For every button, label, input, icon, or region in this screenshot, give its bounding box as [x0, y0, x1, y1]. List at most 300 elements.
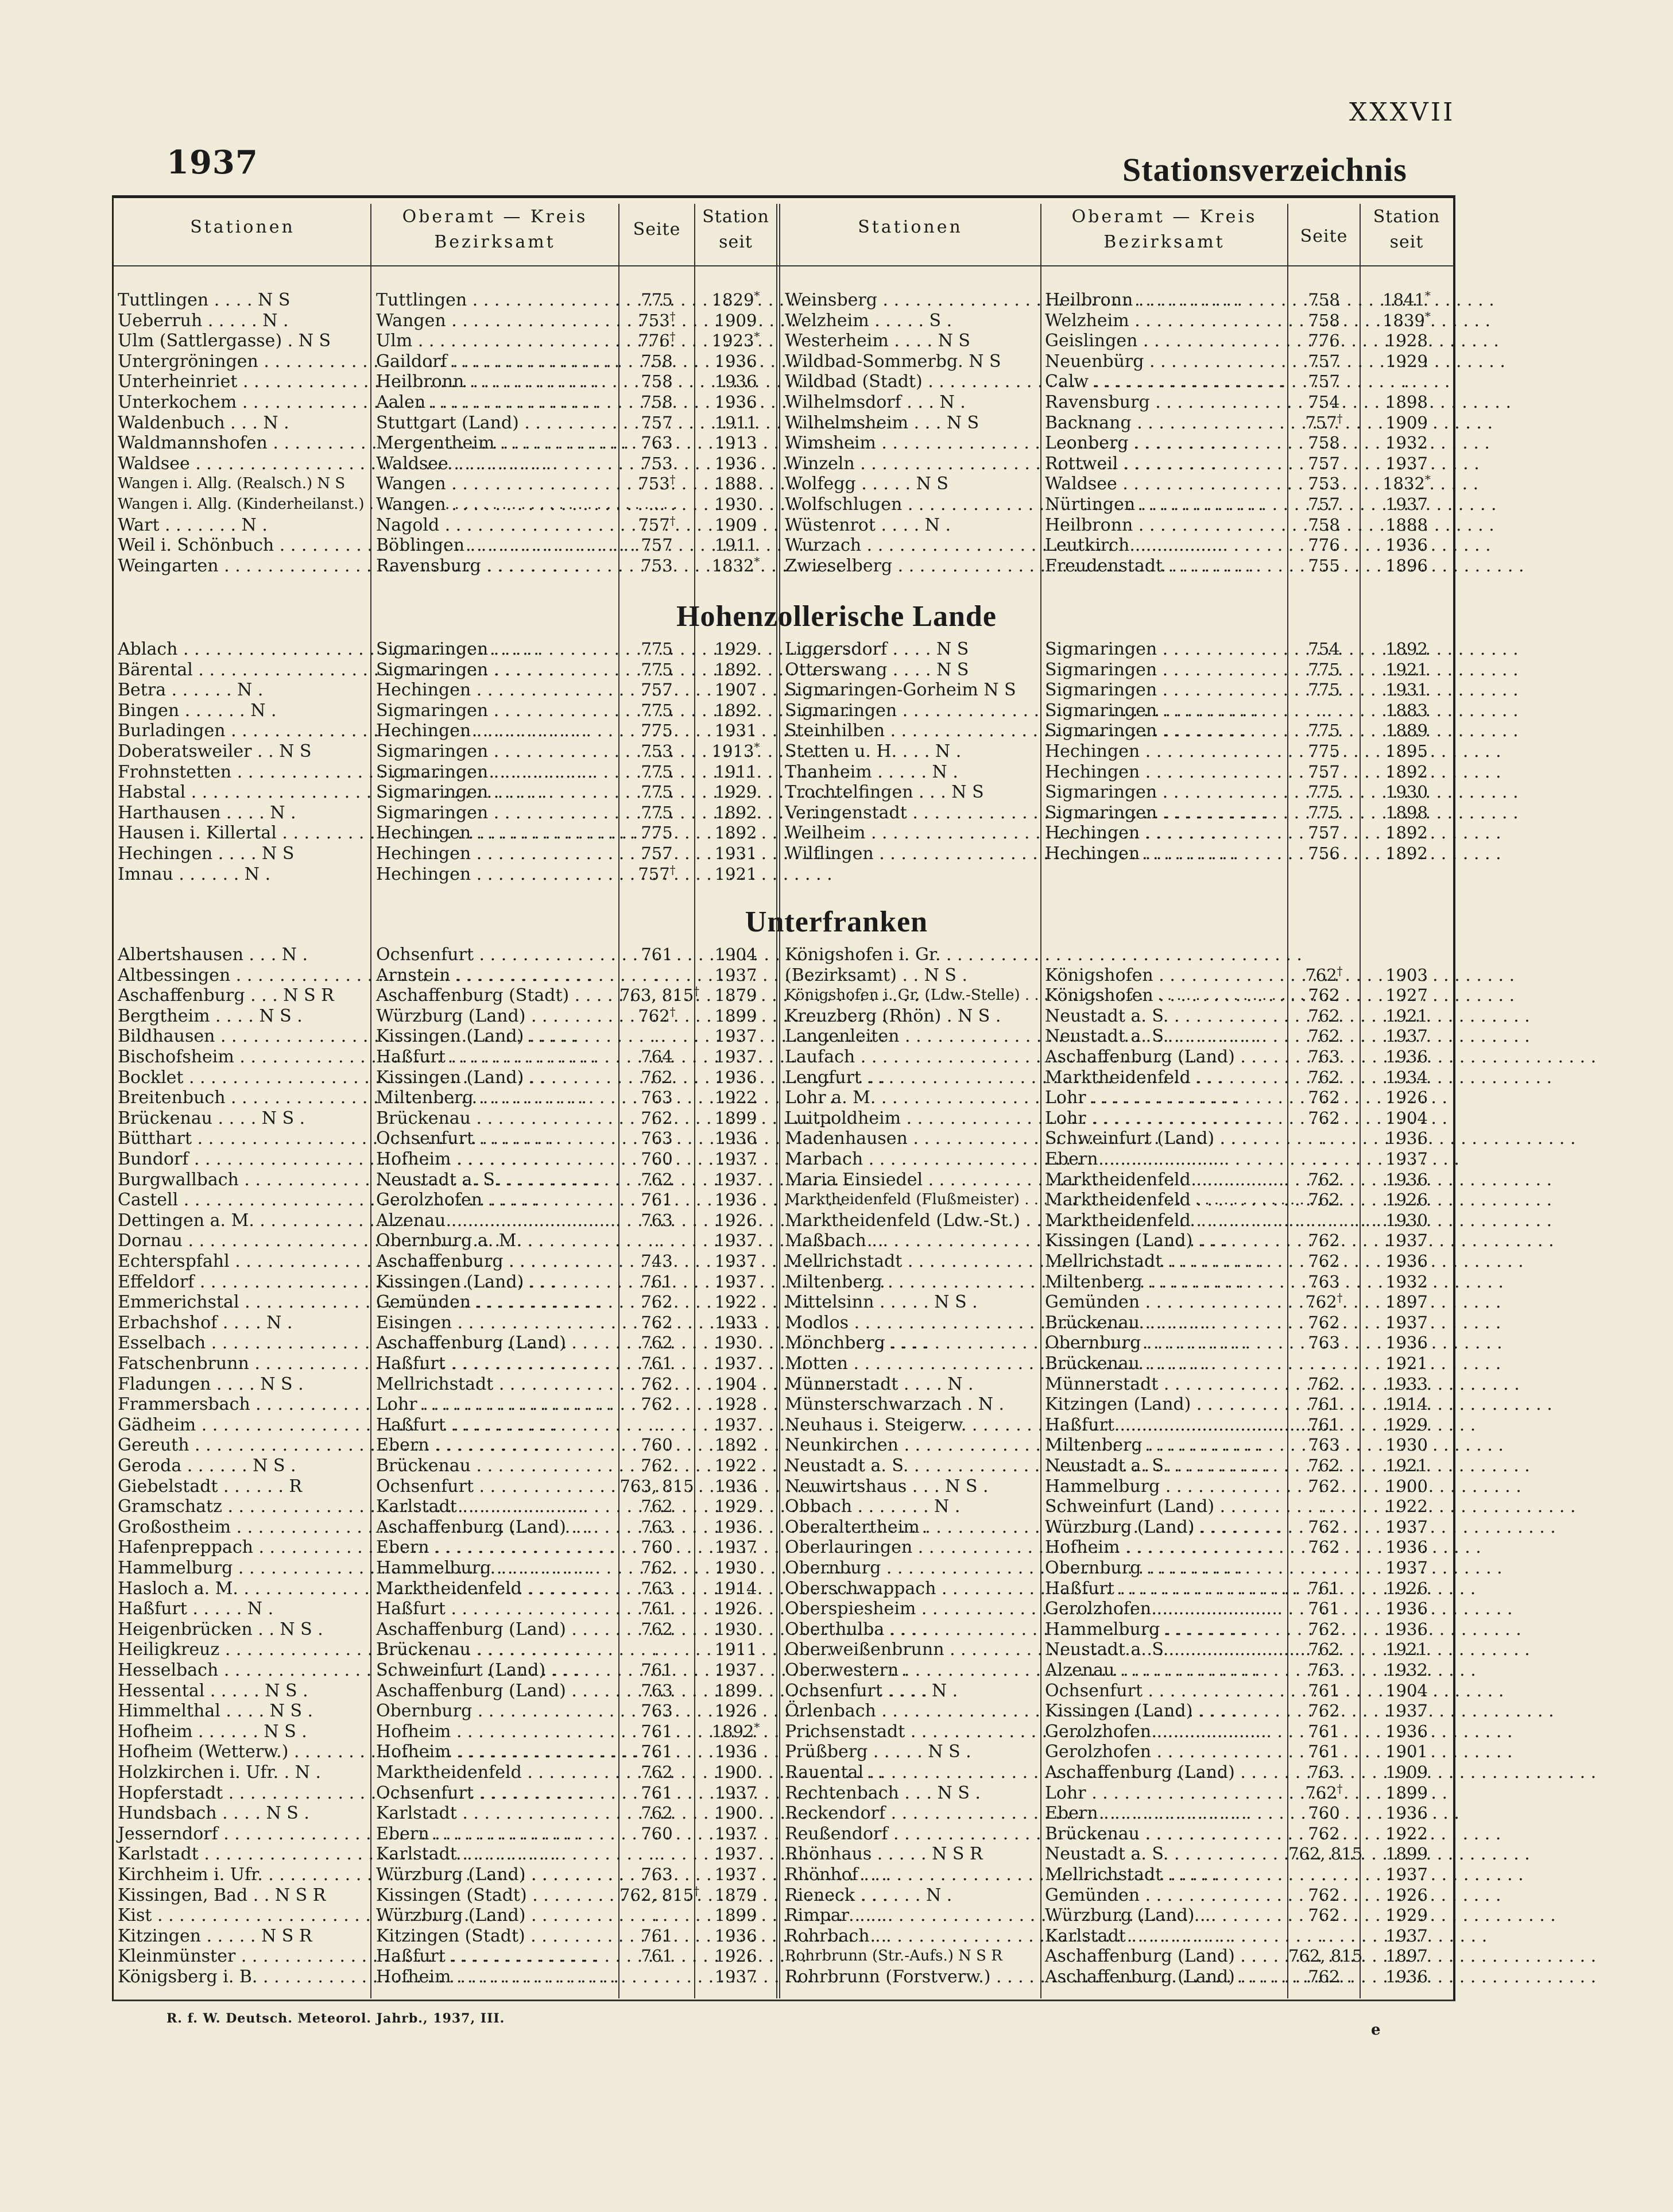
district-name: Marktheidenfeld . . . — [1045, 1211, 1286, 1231]
district-name: Brückenau . . . — [1045, 1824, 1286, 1844]
station-name: Miltenberg . . . — [785, 1272, 1037, 1292]
district-name: Aschaffenburg (Land) . . . — [1045, 1762, 1286, 1782]
station-since: 1930 — [714, 494, 757, 514]
district-name: Wangen . . . — [376, 494, 617, 515]
page-number: 762 — [1308, 1967, 1340, 1986]
table-row — [0, 965, 1673, 985]
district-name: Sigmaringen . . . — [1045, 701, 1286, 721]
station-name: Echterspfahl . . . — [118, 1251, 367, 1271]
station-since: 1899 — [714, 1681, 757, 1700]
page-number: 757 — [641, 680, 673, 699]
page-number: . — [654, 1231, 660, 1250]
page-number: 762† — [638, 1004, 676, 1026]
page-number: 762† — [1305, 1781, 1343, 1803]
page-number: 763 — [641, 1088, 673, 1107]
page-number: 762 — [1308, 1537, 1340, 1557]
table-row — [0, 1047, 1673, 1067]
station-since: 1932 — [1385, 1660, 1428, 1680]
page-numeral: XXXVII — [1349, 98, 1455, 127]
station-since: 1892 — [714, 701, 757, 720]
district-name: Hechingen . . . — [1045, 741, 1286, 761]
station-since: 1926 — [1385, 1885, 1428, 1905]
table-row — [0, 945, 1673, 965]
station-name: Otterswang . . . . N S — [785, 660, 969, 680]
station-since: 1936 — [1385, 1333, 1428, 1352]
district-name: Waldsee . . . — [376, 454, 617, 474]
station-since: 1926 — [1385, 1088, 1428, 1107]
table-row — [0, 762, 1673, 782]
page-number: 761 — [641, 945, 673, 964]
station-since: 1937 — [714, 1251, 757, 1271]
page-number: 761 — [1308, 1415, 1340, 1434]
page-number: 757 — [1308, 494, 1340, 514]
station-since: 1921 — [714, 864, 757, 884]
station-since: 1928 — [714, 1394, 757, 1414]
district-name: Brückenau . . . — [376, 1639, 617, 1660]
station-name: Hechingen . . . . N S — [118, 844, 295, 864]
station-name: Mittelsinn . . . . . N S . — [785, 1292, 978, 1312]
col-header-district-sub: Bezirksamt — [1103, 232, 1225, 252]
station-since: 1909 — [714, 311, 757, 330]
district-name: Leonberg . . . — [1045, 433, 1286, 453]
district-name: Miltenberg . . . — [376, 1088, 617, 1108]
station-name: Winzeln . . . — [785, 454, 1037, 474]
page-number: 762 — [641, 1394, 673, 1414]
station-since: 1937 — [1385, 1558, 1428, 1577]
station-since: 1832* — [711, 554, 760, 575]
station-since: 1926 — [714, 1701, 757, 1720]
table-row — [0, 1231, 1673, 1251]
station-since: 1937 — [714, 1415, 757, 1434]
district-name: Aschaffenburg (Land) . . . — [1045, 1047, 1286, 1067]
page-number: 758 — [1308, 433, 1340, 453]
table-row — [0, 1374, 1673, 1394]
station-since: 1930 — [714, 1558, 757, 1577]
station-name: Rauental . . . — [785, 1762, 1037, 1782]
station-name: Neunkirchen . . . — [785, 1435, 1037, 1455]
district-name: Freudenstadt . . . — [1045, 556, 1286, 576]
station-name: Waldmannshofen . . . — [118, 433, 367, 453]
station-since: 1898 — [1385, 392, 1428, 412]
station-name: Wolfschlugen . . . — [785, 494, 1037, 515]
district-name: Eisingen . . . — [376, 1313, 617, 1333]
page-number: . — [1321, 1149, 1327, 1169]
station-since: 1936 — [714, 1190, 757, 1209]
station-since: 1933 — [714, 1313, 757, 1332]
station-name: Veringenstadt . . . — [785, 803, 1037, 823]
station-since: 1936 — [1385, 1251, 1428, 1271]
station-name: Oberwestern . . . — [785, 1660, 1037, 1680]
district-name: Sigmaringen . . . — [376, 741, 617, 761]
station-since: 1932 — [1385, 433, 1428, 453]
table-row — [0, 1456, 1673, 1476]
table-row — [0, 1905, 1673, 1925]
page-number: 762 — [1308, 1374, 1340, 1394]
page-number: 762 — [1308, 1456, 1340, 1475]
station-since: 1911 — [714, 1639, 757, 1659]
station-name: Motten . . . — [785, 1354, 1037, 1374]
station-since: 1892 — [714, 803, 757, 822]
station-since: 1897 — [1385, 1946, 1428, 1966]
station-since: 1937 — [1385, 1865, 1428, 1884]
page-number: 775 — [641, 803, 673, 822]
col-header-district-sub: Bezirksamt — [434, 232, 556, 252]
station-name: Marbach . . . — [785, 1149, 1037, 1169]
table-row — [0, 1272, 1673, 1292]
table-row — [0, 1803, 1673, 1823]
station-name: Oberlauringen . . . — [785, 1537, 1037, 1557]
table-row — [0, 1824, 1673, 1844]
page-number: . — [654, 1639, 660, 1659]
station-since: 1930 — [714, 1333, 757, 1352]
table-row — [0, 1742, 1673, 1762]
station-since: 1914 — [1385, 1394, 1428, 1414]
station-name: Weil i. Schönbuch . . . — [118, 535, 367, 555]
table-row — [0, 1558, 1673, 1578]
page-number: 762 — [641, 1068, 673, 1087]
station-name: Trochtelfingen . . . N S — [785, 782, 984, 802]
district-name: Mellrichstadt . . . — [1045, 1865, 1286, 1885]
station-since: 1889 — [1385, 721, 1428, 740]
district-name: Ravensburg . . . — [376, 556, 617, 576]
page-number: 762, 815† — [619, 1884, 700, 1905]
station-name: Breitenbuch . . . — [118, 1088, 367, 1108]
station-name: (Bezirksamt) . . N S . — [785, 965, 968, 985]
station-since: 1892 — [1385, 823, 1428, 842]
table-row — [0, 1476, 1673, 1496]
station-name: Rohrbrunn (Str.-Aufs.) N S R — [785, 1947, 1002, 1964]
district-name: Ochsenfurt . . . — [376, 1128, 617, 1148]
page-number: 762† — [1305, 964, 1343, 985]
station-name: Modlos . . . — [785, 1313, 1037, 1333]
col-header-page: Seite — [633, 219, 681, 239]
table-row — [0, 372, 1673, 392]
table-row — [0, 1762, 1673, 1782]
station-name: Ablach . . . — [118, 639, 367, 659]
page-number: 762 — [641, 1292, 673, 1312]
table-row — [0, 1128, 1673, 1148]
station-since: 1936 — [1385, 1537, 1428, 1557]
station-name: Prüßberg . . . . . N S . — [785, 1742, 971, 1762]
page-number: 775 — [1308, 741, 1340, 761]
station-since: 1936 — [1385, 1170, 1428, 1189]
station-since: 1903 — [1385, 965, 1428, 985]
table-row — [0, 1006, 1673, 1026]
station-name: Laufach . . . — [785, 1047, 1037, 1067]
station-name: Wolfegg . . . . . N S — [785, 474, 948, 494]
col-header-since-sub: seit — [1389, 232, 1424, 252]
station-name: Wilhelmsheim . . . N S — [785, 413, 979, 433]
page-number: 762 — [1308, 1313, 1340, 1332]
station-since: 1930 — [714, 1619, 757, 1639]
station-name: Marktheidenfeld (Ldw.-St.) . . . — [785, 1211, 1037, 1231]
district-name: Haßfurt . . . — [376, 1599, 617, 1619]
station-since: 1933 — [1385, 1374, 1428, 1394]
station-since: 1937 — [714, 1047, 757, 1066]
station-name: Westerheim . . . . N S — [785, 331, 970, 351]
page-number: 762 — [1308, 1639, 1340, 1659]
table-row — [0, 985, 1673, 1006]
district-name: Mergentheim . . . — [376, 433, 617, 453]
col-header-stations: Stationen — [190, 217, 295, 237]
station-name: Hasloch a. M. . . . — [118, 1579, 367, 1599]
page-number: 762† — [1305, 1290, 1343, 1312]
district-name: Nürtingen . . . — [1045, 494, 1286, 515]
station-since: 1892 — [714, 660, 757, 679]
station-since: 1904 — [1385, 1108, 1428, 1128]
district-name: Ebern . . . — [1045, 1149, 1286, 1169]
district-name: Würzburg (Land) . . . — [376, 1865, 617, 1885]
station-name: Hessental . . . . . N S . — [118, 1681, 308, 1701]
table-row — [0, 1354, 1673, 1374]
page-number: 775 — [641, 762, 673, 782]
station-name: Örlenbach . . . — [785, 1701, 1037, 1721]
district-name: Sigmaringen . . . — [376, 701, 617, 721]
district-name: Brückenau . . . — [376, 1456, 617, 1476]
district-name: Kissingen (Land) . . . — [376, 1026, 617, 1046]
station-name: Holzkirchen i. Ufr. . N . — [118, 1762, 322, 1782]
table-row — [0, 1292, 1673, 1312]
page-number: 763 — [1308, 1762, 1340, 1782]
district-name: Würzburg (Land) . . . — [1045, 1517, 1286, 1537]
station-since: 1937 — [714, 1865, 757, 1884]
district-name: Lohr . . . — [1045, 1783, 1286, 1803]
district-name: Würzburg (Land) . . . — [376, 1905, 617, 1925]
district-name: Wangen . . . — [376, 474, 617, 494]
station-name: Welzheim . . . . . S . — [785, 311, 952, 331]
station-name: Imnau . . . . . . N . — [118, 864, 271, 884]
col-header-district: Oberamt — Kreis — [1071, 207, 1257, 227]
station-name: Königsberg i. B. . . . — [118, 1967, 367, 1987]
page-number: 757 — [1308, 454, 1340, 473]
district-name: Münnerstadt . . . — [1045, 1374, 1286, 1394]
page-number: 763 — [641, 1128, 673, 1148]
station-since: 1932 — [1385, 1272, 1428, 1291]
page-number: 762 — [1308, 1619, 1340, 1639]
page-number: . — [654, 1967, 660, 1986]
station-name: Aschaffenburg . . . N S R — [118, 985, 334, 1006]
district-name: Marktheidenfeld . . . — [1045, 1068, 1286, 1088]
district-name: Stuttgart (Land) . . . — [376, 413, 617, 433]
table-row — [0, 1026, 1673, 1046]
page-number: 753† — [638, 472, 676, 493]
station-since: 1937 — [714, 1170, 757, 1189]
district-name: Neustadt a. S. . . . — [1045, 1006, 1286, 1026]
page-number: 762 — [1308, 1905, 1340, 1925]
table-row — [0, 1415, 1673, 1435]
station-name: Obernburg . . . — [785, 1558, 1037, 1578]
station-name: Giebelstadt . . . . . . R — [118, 1476, 303, 1496]
station-name: Wüstenrot . . . . N . — [785, 515, 951, 535]
station-name: Zwieselberg . . . — [785, 556, 1037, 576]
page-number: 761 — [641, 1946, 673, 1966]
table-row — [0, 515, 1673, 535]
table-row — [0, 782, 1673, 802]
page-number: 753 — [1308, 474, 1340, 493]
col-header-since: Station — [1373, 207, 1440, 227]
station-name: Bischofsheim . . . — [118, 1047, 367, 1067]
station-name: Wangen i. Allg. (Kinderheilanst.) . . . — [118, 494, 367, 515]
station-name: Stetten u. H. . . . N . — [785, 741, 962, 761]
table-row — [0, 1722, 1673, 1742]
district-name: Aschaffenburg (Land) . . . — [1045, 1967, 1286, 1987]
table-row — [0, 823, 1673, 843]
page-number: 758 — [641, 372, 673, 391]
station-name: Unterkochem . . . — [118, 392, 367, 412]
district-name: Gerolzhofen . . . — [1045, 1599, 1286, 1619]
page-number: 763 — [641, 433, 673, 453]
station-since: 1921 — [1385, 1456, 1428, 1475]
district-name: Sigmaringen . . . — [1045, 803, 1286, 823]
page-number: 776† — [638, 329, 676, 350]
station-name: Albertshausen . . . N . — [118, 945, 308, 965]
station-name: Bocklet . . . — [118, 1068, 367, 1088]
station-since: 1931 — [1385, 680, 1428, 699]
station-name: Hesselbach . . . — [118, 1660, 367, 1680]
station-name: Steinhilben . . . — [785, 721, 1037, 741]
district-name: Ravensburg . . . — [1045, 392, 1286, 412]
district-name: Gerolzhofen . . . — [376, 1190, 617, 1210]
station-name: Kissingen, Bad . . N S R — [118, 1885, 326, 1905]
district-name: Miltenberg . . . — [1045, 1272, 1286, 1292]
table-row — [0, 1537, 1673, 1557]
station-since: 1899 — [714, 1006, 757, 1026]
station-name: Königshofen i. Gr. . . . — [785, 945, 1037, 965]
district-name: Hechingen . . . — [1045, 844, 1286, 864]
page-number: 761 — [641, 1599, 673, 1618]
district-name: Mellrichstadt . . . — [1045, 1251, 1286, 1271]
station-name: Bingen . . . . . . N . — [118, 701, 277, 721]
district-name: Gemünden . . . — [1045, 1885, 1286, 1905]
col-header-stations: Stationen — [858, 217, 963, 237]
station-name: Liggersdorf . . . . N S — [785, 639, 969, 659]
district-name: Kissingen (Land) . . . — [376, 1272, 617, 1292]
page-number: 762 — [641, 1456, 673, 1475]
station-name: Rohrbach . . . — [785, 1926, 1037, 1946]
page-number: 775 — [1308, 803, 1340, 822]
station-name: Bütthart . . . — [118, 1128, 367, 1148]
district-name: Alzenau . . . — [376, 1211, 617, 1231]
page-number: 776 — [1308, 535, 1340, 555]
page-number: . — [654, 1905, 660, 1925]
table-row — [0, 1701, 1673, 1721]
station-since: 1841* — [1382, 288, 1431, 310]
page-number: 761 — [641, 1783, 673, 1803]
table-row — [0, 392, 1673, 412]
station-since: 1934 — [1385, 1068, 1428, 1087]
page-number: . — [1321, 701, 1327, 720]
station-name: Rohrbrunn (Forstverw.) . . . — [785, 1967, 1037, 1987]
station-since: 1879 — [714, 985, 757, 1005]
page-number: 761 — [1308, 1742, 1340, 1761]
page-number: 760 — [641, 1824, 673, 1843]
station-name: Harthausen . . . . N . — [118, 803, 296, 823]
district-name: Nagold . . . — [376, 515, 617, 535]
page-number: 763 — [641, 1701, 673, 1720]
station-name: Karlstadt . . . — [118, 1844, 367, 1864]
district-name: Hechingen . . . — [1045, 823, 1286, 843]
page-number: 775 — [641, 290, 673, 310]
page-number: 757 — [641, 535, 673, 555]
station-name: Langenleiten . . . — [785, 1026, 1037, 1046]
district-name: Hechingen . . . — [376, 823, 617, 843]
station-name: Kleinmünster . . . — [118, 1946, 367, 1966]
station-since: 1899 — [1385, 1783, 1428, 1803]
station-name: Thanheim . . . . . N . — [785, 762, 958, 782]
page-number: . — [1321, 1128, 1327, 1148]
district-name: Heilbronn . . . — [1045, 290, 1286, 310]
table-row — [0, 639, 1673, 659]
station-since: 1832* — [1382, 472, 1431, 493]
station-name: Gramschatz . . . — [118, 1496, 367, 1517]
page-number: . — [1321, 1865, 1327, 1884]
page-number: 763 — [641, 1865, 673, 1884]
station-name: Tuttlingen . . . . N S — [118, 290, 291, 310]
district-name: Sigmaringen . . . — [1045, 639, 1286, 659]
page-number: 761 — [1308, 1722, 1340, 1741]
district-name: Sigmaringen . . . — [376, 639, 617, 659]
station-name: Prichsenstadt . . . — [785, 1722, 1037, 1742]
station-since: 1892* — [711, 1720, 760, 1741]
station-name: Lengfurt . . . — [785, 1068, 1037, 1088]
station-name: Reckendorf . . . — [785, 1803, 1037, 1823]
table-row — [0, 1170, 1673, 1190]
station-name: Kitzingen . . . . . N S R — [118, 1926, 312, 1946]
district-name: Gaildorf . . . — [376, 351, 617, 372]
page-number: 763, 815 — [619, 1476, 694, 1496]
station-name: Fladungen . . . . N S . — [118, 1374, 304, 1394]
station-name: Rechtenbach . . . N S . — [785, 1783, 981, 1803]
page-number: 775 — [1308, 721, 1340, 740]
station-name: Madenhausen . . . — [785, 1128, 1037, 1148]
station-name: Neuhaus i. Steigerw. . . . — [785, 1415, 1037, 1435]
district-name: Neustadt a. S. . . . — [1045, 1456, 1286, 1476]
district-name: Haßfurt . . . — [376, 1946, 617, 1966]
station-since: 1898 — [1385, 803, 1428, 822]
district-name: Königshofen . . . — [1045, 985, 1286, 1006]
station-since: 1937 — [1385, 1231, 1428, 1250]
table-row — [0, 1517, 1673, 1537]
station-since: 1937 — [1385, 1701, 1428, 1720]
station-since: 1937 — [714, 965, 757, 985]
table-row — [0, 741, 1673, 761]
col-header-since-sub: seit — [719, 232, 753, 252]
station-since: 1936 — [1385, 1803, 1428, 1823]
station-name: Kirchheim i. Ufr. . . . — [118, 1865, 367, 1885]
station-since: 1909 — [1385, 413, 1428, 432]
station-name: Neuwirtshaus . . . N S . — [785, 1476, 989, 1496]
district-name: Waldsee . . . — [1045, 474, 1286, 494]
district-name: Haßfurt . . . — [376, 1047, 617, 1067]
station-since: 1936 — [714, 1068, 757, 1087]
page-number: 762 — [641, 1170, 673, 1189]
station-name: Bundorf . . . — [118, 1149, 367, 1169]
station-since: 1926 — [714, 1946, 757, 1966]
district-name: Obernburg . . . — [376, 1701, 617, 1721]
district-name: Aschaffenburg . . . — [376, 1251, 617, 1271]
district-name: Ebern . . . — [1045, 1803, 1286, 1823]
station-since: 1937 — [1385, 454, 1428, 473]
table-row — [0, 1435, 1673, 1455]
station-since: 1909 — [1385, 1762, 1428, 1782]
page-number: 763, 815† — [619, 984, 700, 1005]
district-name: Hammelburg . . . — [376, 1558, 617, 1578]
page-number: 762 — [641, 1496, 673, 1516]
district-name: Haßfurt . . . — [376, 1415, 617, 1435]
page-number: 762 — [1308, 985, 1340, 1005]
district-name: Karlstadt . . . — [376, 1803, 617, 1823]
station-since: 1922 — [714, 1292, 757, 1312]
